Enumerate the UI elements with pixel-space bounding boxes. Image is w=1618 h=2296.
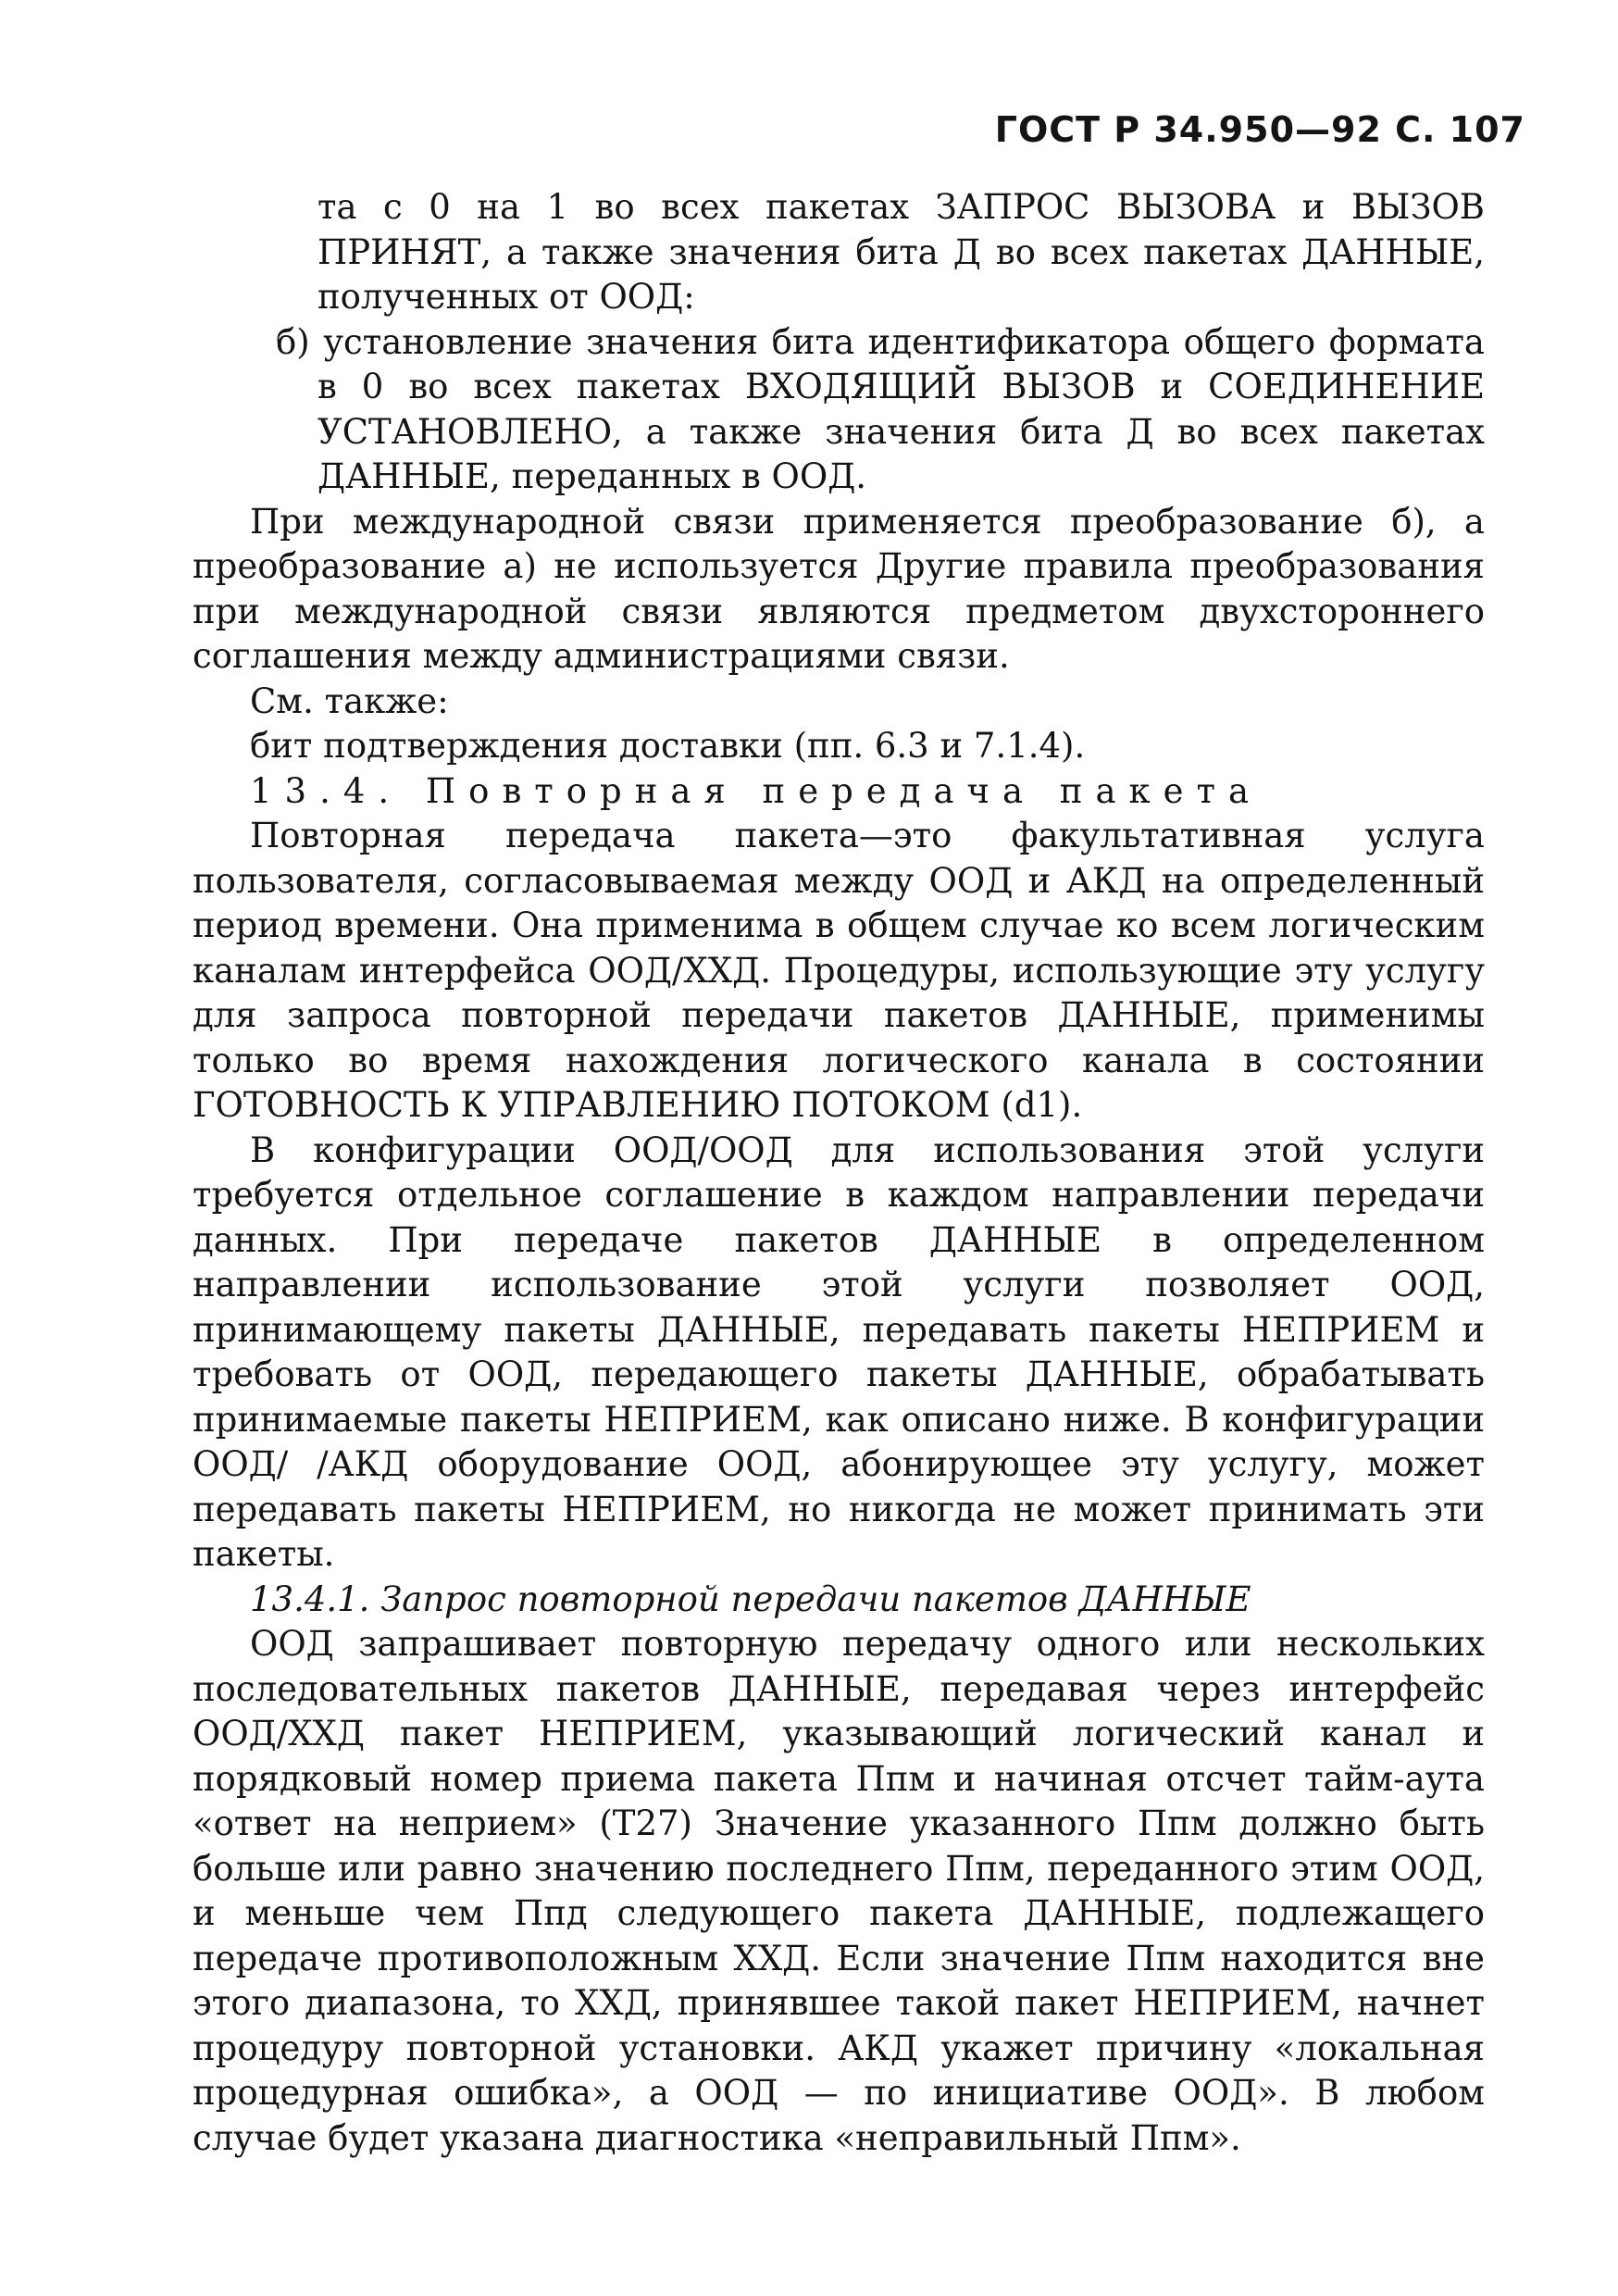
list-item-a-continuation: та с 0 на 1 во всех пакетах ЗАПРОС ВЫЗОВА и ВЫЗОВ ПРИНЯТ, а также значения бита Д во всех пакетах ДАННЫЕ, полученных от ООД: <box>317 187 1485 317</box>
paragraph-reject-request: ООД запрашивает повторную передачу одного или нескольких последовательных пакетов ДАННЫЕ, передавая через интерфейс ООД/ХХД пакет НЕПРИЕМ, указывающий логический канал и порядковый номер приема пакета Ппм и начиная отсчет тайм-аута «ответ на неприем» (Т27) Значение указанного Ппм должно быть больше или равно значению последнего Ппм, переданного этим ООД, и меньше чем Ппд следующего пакета ДАННЫЕ, подлежащего передаче противоположным ХХД. Если значение Ппм находится вне этого диапазона, то ХХД, принявшее такой пакет НЕПРИЕМ, начнет процедуру повторной установки. АКД укажет причину «локальная процедурная ошибка», а ООД — по инициативе ООД». В любом случае будет указана диагностика «неправильный Ппм». <box>193 1624 1485 2158</box>
paragraph-repeat-definition: Повторная передача пакета—это факультативная услуга пользователя, согласовываемая между ООД и АКД на определенный период времени. Она применима в общем случае ко всем логическим каналам интерфейса ООД/ХХД. Процедуры, использующие эту услугу для запроса повторной передачи пакетов ДАННЫЕ, применимы только во время нахождения логического канала в состоянии ГОТОВНОСТЬ К УПРАВЛЕНИЮ ПОТОКОМ (d1). <box>193 816 1485 1125</box>
body-text <box>193 185 1485 2161</box>
paragraph-international-link: При международной связи применяется преобразование б), а преобразование а) не используется Другие правила преобразования при международной связи являются предметом двухстороннего соглашения между администрациями связи. <box>193 501 1485 676</box>
see-also-label: См. также: <box>250 680 449 721</box>
list-item-b: б) установление значения бита идентификатора общего формата в 0 во всех пакетах ВХОДЯЩИЙ ВЫЗОВ и СОЕДИНЕНИЕ УСТАНОВЛЕНО, а также значения бита Д во всех пакетах ДАННЫЕ, переданных в ООД. <box>276 321 1485 496</box>
paragraph-configuration: В конфигурации ООД/ООД для использования этой услуги требуется отдельное соглашение в каждом направлении передачи данных. При передаче пакетов ДАННЫЕ в определенном направлении использование этой услуги позволяет ООД, принимающему пакеты ДАННЫЕ, передавать пакеты НЕПРИЕМ и требовать от ООД, передающего пакеты ДАННЫЕ, обрабатывать принимаемые пакеты НЕПРИЕМ, как описано ниже. В конфигурации ООД/ /АКД оборудование ООД, абонирующее эту услугу, может передавать пакеты НЕПРИЕМ, но никогда не может принимать эти пакеты. <box>193 1129 1485 1574</box>
section-heading: 13.4. Повторная передача пакета <box>250 770 1263 811</box>
subsection-heading: 13.4.1. Запрос повторной передачи пакетов ДАННЫЕ <box>250 1578 1251 1619</box>
see-also-item: бит подтверждения доставки (пп. 6.3 и 7.1.4). <box>250 726 1086 766</box>
running-header: ГОСТ Р 34.950—92 С. 107 <box>994 109 1525 150</box>
